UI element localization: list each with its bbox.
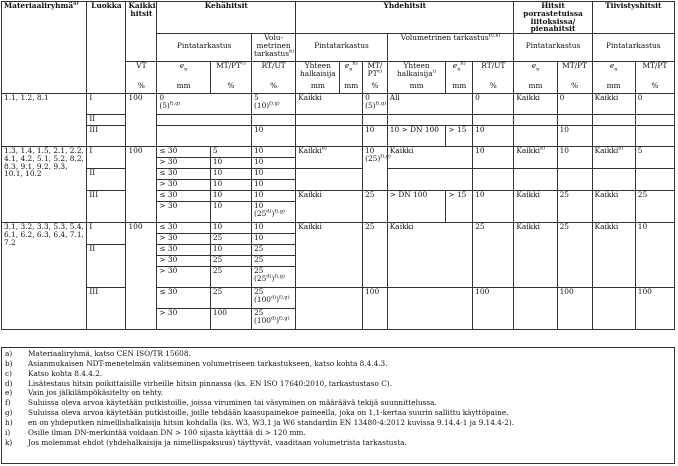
group-cell: 1.3, 1.4, 1.5, 2.1, 2.2, 4.1, 4.2, 5.1, 5.2, 8.2, 8.3, 9.1, 9.2, 9.3, 10.1, 10.2 [2,147,87,223]
branch-mtpt-cell: 10 [557,126,592,147]
seal-mtpt-cell: 25 [635,191,674,223]
empty-cell [592,126,635,147]
butt-vol-cell: 10 > DN 100 [387,126,446,147]
fillet-en-cell: ≤ 30 [157,223,211,234]
branch-mtpt-cell: 25 [557,191,592,223]
fillet-vol-cell: 25 [251,245,295,256]
fillet-vol-cell: 10 [251,223,295,234]
fillet-en-cell: > 30 [157,234,211,245]
header-butt: Yhdehitsit [296,2,514,34]
fillet-en-cell: ≤ 30 [157,245,211,256]
footnote-item: g) Suluissa oleva arvoa käytetään putkistoille, joille tehdään kaasupainekoe paineella, joka on 1,1-kertaa suurin sallittu käyttöpaine. [5,408,509,418]
empty-cell [557,115,592,126]
empty-cell [157,115,252,126]
butt-rtut-cell: 25 [473,223,514,288]
butt-mtpt-cell: 25 [363,191,388,223]
vt-cell: 100 [126,94,157,147]
branch-en-cell: Kaikki [514,191,557,223]
header-total2: Yhteen halkaisija$^{i)}$ [387,62,446,82]
footnote-item: i) Osille ilman DN-merkintää voidaan DN > 100 sijasta käyttää di > 120 mm. [5,427,306,437]
header-fillet-surface: Pintatarkastus [157,34,252,62]
group-cell: 3.1, 3.2, 3.3, 5.3, 5.4, 6.1, 6.2, 6.3, 6.4, 7.1, 7.2 [2,223,87,330]
header-seal: Tiivistyshitsit [592,2,674,34]
unit-percent: % [210,82,251,94]
empty-cell [296,169,363,191]
header-all-welds: Kaikki hitsit [126,2,157,62]
empty-cell [514,126,557,147]
fillet-mtpt-cell: 10 [210,191,251,202]
header-en4: $e_n$ [514,62,557,82]
fillet-vol-cell: 5 $(10)^{f),g)}$ [251,94,295,115]
unit-percent: % [363,82,388,94]
branch-mtpt-cell: 25 [557,223,592,288]
fillet-vol-cell: 10 [251,126,295,147]
seal-mtpt-cell: 0 [635,94,674,115]
butt-rtut-cell: 0 [473,94,514,115]
branch-mtpt-cell: 10 [557,147,592,169]
fillet-vol-cell: 10 [251,158,295,169]
header-vt: VT [126,62,157,82]
fillet-en-cell: > 30 [157,180,211,191]
footnote-item: b) Asianmukaisen NDT-menetelmän valitseminen volumetriseen tarkastukseen, katso kohta 8.4.4.3. [5,358,388,368]
fillet-mtpt-cell: 10 [210,169,251,180]
unit-mm: mm [296,82,340,94]
fillet-en-cell: ≤ 30 [157,169,211,180]
header-total: Yhteen halkaisija [296,62,340,82]
butt-vol-cell: All [387,94,472,115]
fillet-vol-cell: 10 $(25^{d)})^{f),g)}$ [251,202,295,223]
unit-mm: mm [387,82,446,94]
fillet-vol-cell: 10 [251,180,295,191]
header-mtpt4: MT/PT [635,62,674,82]
empty-cell [251,115,295,126]
seal-en-cell: Kaikki [592,191,635,223]
class-cell: III [87,288,126,330]
empty-cell [387,115,472,126]
fillet-vol-cell: 25 $(100^{d)})^{f),g)}$ [251,288,295,309]
header-butt-surface: Pintatarkastus [296,34,388,62]
seal-en-cell: Kaikki [592,223,635,288]
unit-mm: mm [592,82,635,94]
butt-mtpt-cell: 100 [363,288,388,330]
footnotes [1,347,675,464]
seal-mtpt-cell: 100 [635,288,674,330]
fillet-en-cell: > 30 [157,158,211,169]
footnote-item: e) Vain jos jälkilämpökäsitelty on tehty. [5,388,163,398]
unit-percent: % [126,82,157,94]
footnote-item: k) Jos molemmat ehdot (yhdehalkaisija ja nimellispaksuus) täyttyvät, vaaditaan volumetrista tarkastusta. [5,437,407,447]
class-cell: II [87,115,126,126]
header-class: Luokka [87,2,126,94]
butt-en-cell: > 15 [446,191,473,223]
empty-cell [514,169,557,191]
empty-cell [592,169,635,191]
footnote-item: h) en on yhdeputken nimellishalkaisija hitsin kohdalla (ks. W3, W3.1 ja W6 standardin EN 13480-4:2012 kuvissa 9.14.4-1 ja 9.14.4-2). [5,417,515,427]
butt-mtpt-cell: 25 [363,223,388,288]
header-en3: $e_n^{h)}$ [446,62,473,82]
seal-mtpt-cell: 5 [635,147,674,169]
footnote-item: d) Lisätestaus hitsin poikittaisille virheille hitsin pinnassa (ks. EN ISO 17640:2010, tarkastustaso C). [5,378,392,388]
fillet-mtpt-cell: 5 [210,147,251,158]
seal-mtpt-cell: 10 [635,223,674,288]
header-en5: $e_n$ [592,62,635,82]
header-group: Materiaaliryhmä$^{a)}$ [2,2,87,94]
fillet-mtpt-cell: 10 [210,180,251,191]
footnote-item: a) Materiaaliryhmä, katso CEN ISO/TR 15608. [5,349,191,358]
fillet-mtpt-cell: 25 [210,256,251,267]
empty-cell [635,126,674,147]
unit-percent: % [635,82,674,94]
fillet-vol-cell: 10 [251,147,295,158]
empty-cell [473,115,514,126]
butt-mtpt-cell: 0 $(5)^{f),g)}$ [363,94,388,115]
empty-cell [514,288,557,330]
butt-mtpt-cell: 10 $(25)^{f),g)}$ [363,147,388,191]
vt-cell: 100 [126,223,157,330]
fillet-mtpt-cell: 25 [210,288,251,309]
fillet-vol-cell: 10 [251,191,295,202]
class-cell: III [87,191,126,223]
fillet-en-cell: > 30 [157,256,211,267]
fillet-mtpt-cell: 10 [210,158,251,169]
unit-mm: mm [514,82,557,94]
header-en2: $e_n^{h)}$ [340,62,363,82]
unit-percent: % [251,82,295,94]
butt-vol-cell: Kaikki [387,147,472,169]
unit-mm: mm [446,82,473,94]
butt-rtut-cell: 100 [473,288,514,330]
empty-cell [514,115,557,126]
header-mtpt3: MT/PT [557,62,592,82]
seal-en-cell: Kaikki [592,94,635,115]
fillet-mtpt-cell: 10 [210,202,251,223]
empty-cell [296,115,363,126]
fillet-en-cell: > 30 [157,202,211,223]
fillet-vol-cell: 25 [251,256,295,267]
empty-cell [635,115,674,126]
branch-mtpt-cell: 0 [557,94,592,115]
fillet-surface-cell: 0 $(5)^{f),g)}$ [157,94,252,115]
empty-cell [363,115,388,126]
butt-rtut-cell: 10 [473,147,514,169]
class-cell: I [87,223,126,245]
fillet-mtpt-cell: 10 [210,223,251,234]
butt-en-cell: > 15 [446,126,473,147]
class-cell: I [87,94,126,115]
fillet-vol-cell: 10 [251,234,295,245]
fillet-mtpt-cell: 25 [210,234,251,245]
header-mtpt: MT/PT$^{c)}$ [210,62,251,82]
requirements-table [1,1,675,330]
butt-vol-cell: Kaikki [387,223,472,288]
fillet-en-cell: ≤ 30 [157,191,211,202]
fillet-mtpt-cell: 100 [210,309,251,330]
fillet-vol-cell: 10 [251,169,295,180]
butt-total-cell: Kaikki [296,223,363,288]
fillet-en-cell: ≤ 30 [157,288,211,309]
header-butt-volumetric: Volumetrinen tarkastus$^{b),k)}$ [387,34,514,62]
unit-mm: mm [340,82,363,94]
empty-cell [635,169,674,191]
seal-en-cell: Kaikki$^{e)}$ [592,147,635,169]
butt-vol-cell: > DN 100 [387,191,446,223]
fillet-vol-cell: 25 $(100^{d)})^{f),g)}$ [251,309,295,330]
fillet-vol-cell: 25 $(25^{d)})^{f),g)}$ [251,267,295,288]
header-rtut: RT/UT [251,62,295,82]
header-fillet: Kehähitsit [157,2,296,34]
empty-cell [157,126,252,147]
butt-mtpt-cell: 10 [363,126,388,147]
empty-cell [296,126,363,147]
empty-cell [387,288,472,330]
fillet-en-cell: ≤ 30 [157,147,211,158]
butt-rtut-cell: 10 [473,191,514,223]
header-seal-surface: Pintatarkastus [592,34,674,62]
header-rtut2: RT/UT [473,62,514,82]
empty-cell [592,115,635,126]
butt-total-cell: Kaikki [296,191,363,223]
fillet-en-cell: > 30 [157,309,211,330]
class-cell: II [87,245,126,288]
header-en: $e_n$ [157,62,211,82]
fillet-en-cell: > 30 [157,267,211,288]
header-branch: Hitsit porrastetuissa liitoksissa/ pienahitsit [514,2,592,34]
branch-mtpt-cell: 100 [557,288,592,330]
class-cell: III [87,126,126,147]
branch-en-cell: Kaikki [514,223,557,288]
footnote-item: c) Katso kohta 8.4.4.2. [5,368,103,378]
footnote-item: f) Suluissa oleva arvoa käytetään putkistoille, joissa viruminen tai väsyminen on määräävä tekijä suunnittelussa. [5,398,437,408]
butt-total-cell: Kaikki$^{e)}$ [296,147,363,169]
empty-cell [473,169,514,191]
fillet-mtpt-cell: 25 [210,267,251,288]
empty-cell [557,169,592,191]
unit-percent: % [557,82,592,94]
header-mtpt2: MT/ PT$^{c)}$ [363,62,388,82]
butt-rtut-cell: 10 [473,126,514,147]
header-fillet-volumetric: Volu-metrinen tarkastus$^{b)}$ [251,34,295,62]
branch-en-cell: Kaikki [514,94,557,115]
header-branch-surface: Pintatarkastus [514,34,592,62]
branch-en-cell: Kaikki$^{e)}$ [514,147,557,169]
class-cell: II [87,169,126,191]
group-cell: 1.1, 1.2, 8.1 [2,94,87,147]
butt-total-cell: Kaikki [296,94,363,115]
vt-cell: 100 [126,147,157,223]
empty-cell [387,169,472,191]
class-cell: I [87,147,126,169]
unit-mm: mm [157,82,211,94]
empty-cell [592,288,635,330]
empty-cell [296,288,363,330]
fillet-mtpt-cell: 10 [210,245,251,256]
unit-percent: % [473,82,514,94]
